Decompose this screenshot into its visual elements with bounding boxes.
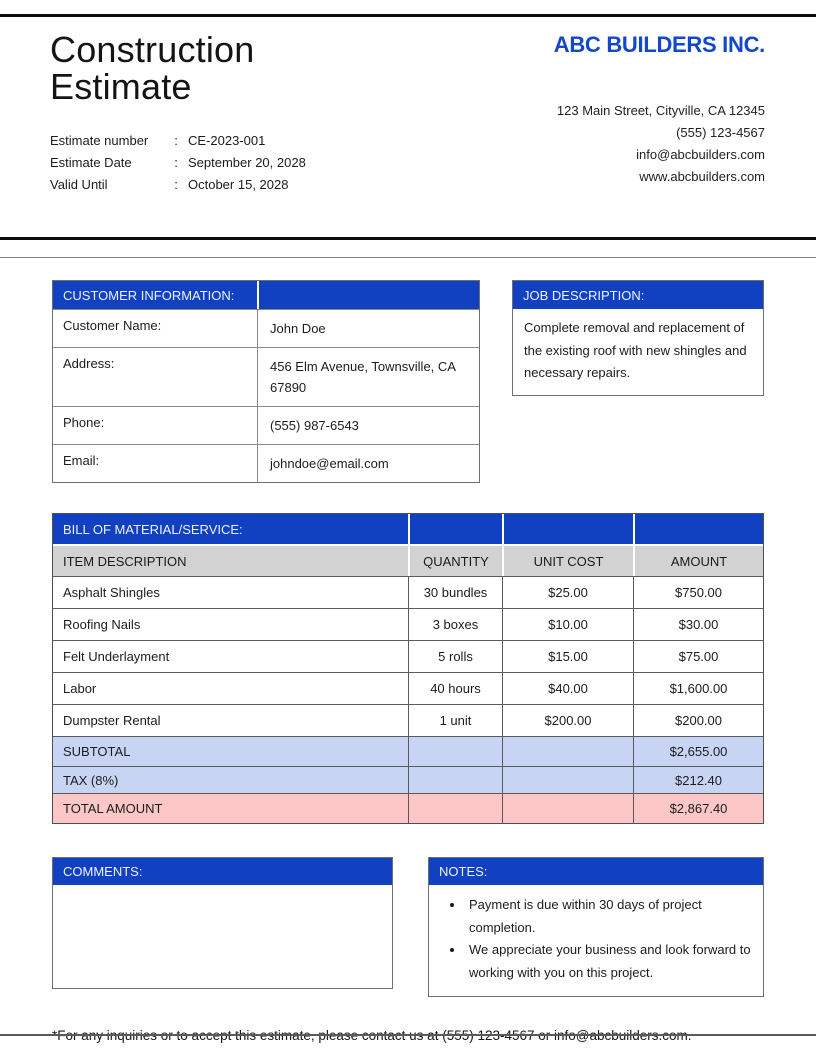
company-phone: (555) 123-4567 <box>676 125 765 140</box>
table-row <box>53 640 763 672</box>
customer-email-value: johndoe@email.com <box>257 445 479 482</box>
bill-items <box>53 576 763 823</box>
company-contact <box>554 100 765 188</box>
valid-until-value: October 15, 2028 <box>188 176 289 192</box>
job-description-text: Complete removal and replacement of the existing roof with new shingles and necessary repairs. <box>524 320 747 380</box>
valid-until-label: Valid Until <box>50 176 108 192</box>
column-header-amount: AMOUNT <box>633 546 763 576</box>
item-quantity: 30 bundles <box>408 577 502 608</box>
job-description-header: JOB DESCRIPTION: <box>513 281 763 309</box>
item-unit-cost: $10.00 <box>502 609 633 640</box>
subtotal-amount: $2,655.00 <box>633 737 763 766</box>
table-row <box>53 704 763 736</box>
total-amount-spacer <box>502 794 633 823</box>
total-amount-row <box>53 793 763 823</box>
customer-name-label: Customer Name: <box>63 318 162 333</box>
item-unit-cost: $200.00 <box>502 705 633 736</box>
meta-separator: : <box>174 154 178 170</box>
subtotal-spacer <box>502 737 633 766</box>
item-unit-cost: $15.00 <box>502 641 633 672</box>
valid-until-row <box>50 173 306 195</box>
item-description: Roofing Nails <box>63 617 141 632</box>
comments-box <box>52 857 393 989</box>
bottom-divider-rule <box>0 1034 816 1036</box>
total-amount-spacer <box>408 794 502 823</box>
page-title <box>50 31 306 105</box>
tax-spacer <box>502 767 633 793</box>
estimate-number-label: Estimate number <box>50 132 149 148</box>
header-left <box>50 31 306 195</box>
table-row <box>53 608 763 640</box>
page-title-line2: Estimate <box>50 66 192 107</box>
bill-title: BILL OF MATERIAL/SERVICE: <box>53 514 408 544</box>
list-item: • We appreciate your business and look forward to working with you on this project. <box>465 939 751 984</box>
item-quantity: 3 boxes <box>408 609 502 640</box>
customer-information-header: CUSTOMER INFORMATION: <box>53 281 257 309</box>
comments-and-notes-row <box>52 857 764 997</box>
customer-address-label: Address: <box>63 356 115 371</box>
meta-separator: : <box>174 132 178 148</box>
item-amount: $30.00 <box>633 609 763 640</box>
item-amount: $750.00 <box>633 577 763 608</box>
header-divider-thin-rule <box>0 257 816 258</box>
meta-separator: : <box>174 176 178 192</box>
bill-title-spacer <box>408 514 502 544</box>
company-block <box>554 31 765 195</box>
bill-title-spacer <box>633 514 763 544</box>
bill-title-row <box>53 514 763 546</box>
tax-row <box>53 766 763 793</box>
estimate-date-label: Estimate Date <box>50 154 132 170</box>
table-row <box>53 347 479 406</box>
subtotal-spacer <box>408 737 502 766</box>
list-item: • Payment is due within 30 days of project completion. <box>465 894 751 939</box>
page-title-line1: Construction <box>50 29 255 70</box>
estimate-number-value: CE-2023-001 <box>188 132 266 148</box>
job-description-box <box>512 280 764 396</box>
customer-and-job-row <box>52 280 764 483</box>
customer-information-header-spacer <box>257 281 479 309</box>
company-address: 123 Main Street, Cityville, CA 12345 <box>556 103 765 118</box>
subtotal-row <box>53 736 763 766</box>
customer-email-label: Email: <box>63 453 100 468</box>
comments-body <box>53 885 392 988</box>
table-row <box>53 672 763 704</box>
company-name: ABC BUILDERS INC. <box>553 32 765 57</box>
item-description: Dumpster Rental <box>63 713 161 728</box>
estimate-number-row <box>50 129 306 151</box>
bill-title-spacer <box>502 514 633 544</box>
column-header-item-description: ITEM DESCRIPTION <box>53 546 408 576</box>
item-unit-cost: $25.00 <box>502 577 633 608</box>
customer-address-value: 456 Elm Avenue, Townsville, CA 67890 <box>257 348 479 406</box>
item-unit-cost: $40.00 <box>502 673 633 704</box>
estimate-meta <box>50 129 306 195</box>
customer-name-value: John Doe <box>257 310 479 347</box>
notes-box <box>428 857 764 997</box>
subtotal-label: SUBTOTAL <box>53 737 408 766</box>
item-quantity: 5 rolls <box>408 641 502 672</box>
comments-header: COMMENTS: <box>53 858 392 885</box>
table-row <box>53 406 479 444</box>
total-amount-value: $2,867.40 <box>633 794 763 823</box>
table-row <box>53 576 763 608</box>
item-amount: $1,600.00 <box>633 673 763 704</box>
notes-list <box>443 894 751 984</box>
table-row <box>53 444 479 482</box>
item-amount: $75.00 <box>633 641 763 672</box>
item-quantity: 1 unit <box>408 705 502 736</box>
column-header-unit-cost: UNIT COST <box>502 546 633 576</box>
bill-column-header-row <box>53 546 763 576</box>
tax-label: TAX (8%) <box>53 767 408 793</box>
item-description: Labor <box>63 681 97 696</box>
table-row <box>53 309 479 347</box>
notes-body <box>429 885 763 996</box>
document-body <box>52 280 764 1043</box>
tax-amount: $212.40 <box>633 767 763 793</box>
customer-phone-label: Phone: <box>63 415 105 430</box>
estimate-date-row <box>50 151 306 173</box>
column-header-quantity: QUANTITY <box>408 546 502 576</box>
top-divider-rule <box>0 14 816 17</box>
item-quantity: 40 hours <box>408 673 502 704</box>
customer-information-table <box>52 280 480 483</box>
item-description: Asphalt Shingles <box>63 585 160 600</box>
customer-information-header-row <box>53 281 479 309</box>
tax-spacer <box>408 767 502 793</box>
header-divider-rule <box>0 237 816 240</box>
item-amount: $200.00 <box>633 705 763 736</box>
total-amount-label: TOTAL AMOUNT <box>53 794 408 823</box>
estimate-date-value: September 20, 2028 <box>188 154 306 170</box>
item-description: Felt Underlayment <box>63 649 170 664</box>
notes-header: NOTES: <box>429 858 763 885</box>
bill-of-material-table <box>52 513 764 824</box>
company-email: info@abcbuilders.com <box>636 147 765 162</box>
customer-phone-value: (555) 987-6543 <box>257 407 479 444</box>
document-header <box>0 0 816 195</box>
company-website: www.abcbuilders.com <box>639 169 765 184</box>
